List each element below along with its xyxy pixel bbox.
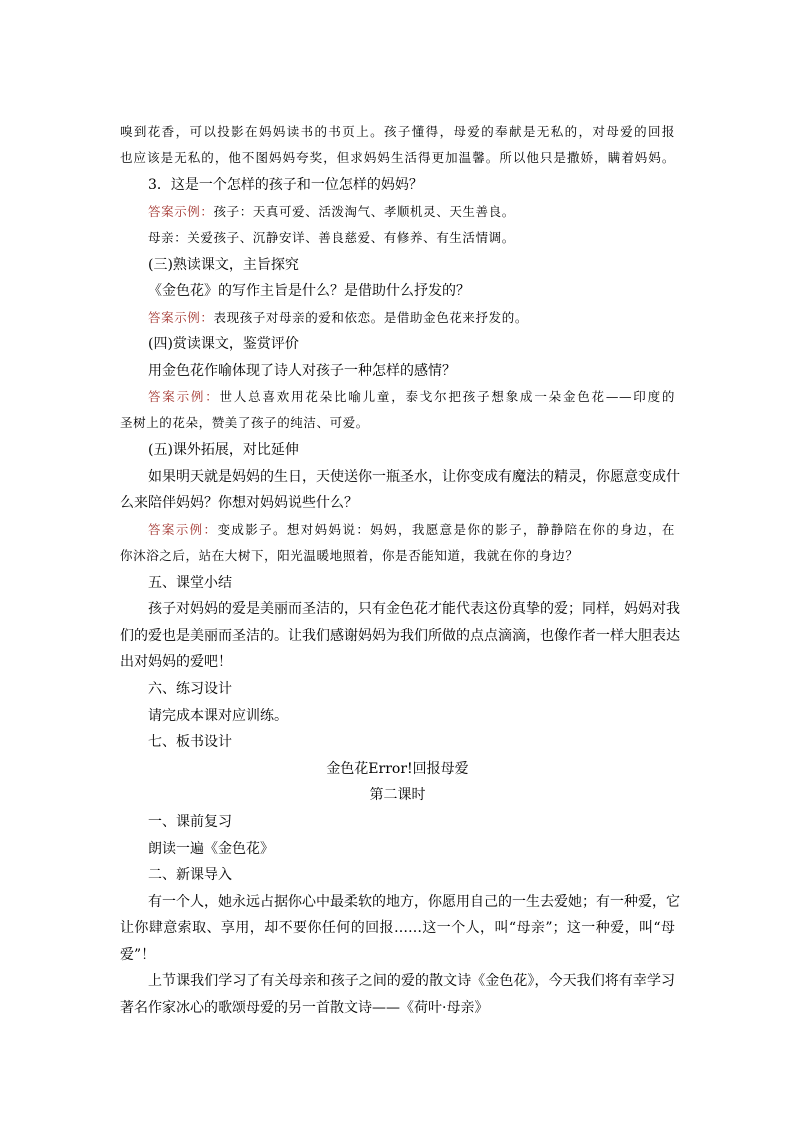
paragraph-line: 著名作家冰心的歌颂母爱的另一首散文诗——《荷叶·母亲》 (120, 1000, 489, 1016)
answer-line (148, 308, 703, 328)
section-heading: 六、练习设计 (148, 681, 232, 697)
answer-label: 答案示例： (148, 204, 214, 219)
answer-text: 世人总喜欢用花朵比喻儿童，泰戈尔把孩子想象成一朵金色花——印度的 (219, 389, 675, 404)
paragraph-line: 有一个人，她永远占据你心中最柔软的地方，你愿用自己的一生去爱她；有一种爱，它 (148, 894, 680, 910)
section-heading: (三)熟读课文，主旨探究 (148, 257, 299, 273)
section-heading: 五、课堂小结 (148, 575, 232, 591)
paragraph-line: 请完成本课对应训练。 (148, 708, 288, 724)
paragraph-line: 上节课我们学习了有关母亲和孩子之间的爱的散文诗《金色花》，今天我们将有幸学习 (148, 973, 675, 989)
section-heading: 二、新课导入 (148, 867, 232, 883)
answer-text: 你沐浴之后，站在大树下，阳光温暖地照着，你是否能知道，我就在你的身边？ (120, 548, 579, 563)
lesson-title: 第二课时 (369, 787, 426, 803)
board-design-title: 金色花Error!回报母爱 (326, 761, 469, 777)
answer-text: 变成影子。想对妈妈说：妈妈，我愿意是你的影子，静静陪在你的身边，在 (217, 522, 675, 537)
section-heading: (四)赏读课文，鉴赏评价 (148, 336, 299, 352)
answer-line (148, 520, 675, 540)
answer-text: 孩子：天真可爱、活泼淘气、孝顺机灵、天生善良。 (213, 204, 515, 219)
answer-text: 圣树上的花朵，赞美了孩子的纯洁、可爱。 (120, 415, 369, 430)
paragraph-line: 让你肆意索取、享用，却不要你任何的回报……这一个人，叫“母亲”；这一种爱，叫“母 (120, 920, 675, 936)
section-heading: 一、课前复习 (148, 814, 232, 830)
question: 如果明天就是妈妈的生日，天使送你一瓶圣水，让你变成有魔法的精灵，你愿意变成什 (148, 469, 680, 485)
answer-text: 表现孩子对母亲的爱和依恋。是借助金色花来抒发的。 (213, 310, 528, 325)
answer-label: 答案示例： (148, 389, 220, 404)
question: 么来陪伴妈妈？你想对妈妈说些什么？ (120, 495, 358, 511)
paragraph-line: 朗读一遍《金色花》 (148, 841, 274, 857)
answer-line (148, 387, 675, 407)
question: 用金色花作喻体现了诗人对孩子一种怎样的感情？ (148, 363, 456, 379)
answer-label: 答案示例： (148, 522, 218, 537)
question: 3．这是一个怎样的孩子和一位怎样的妈妈？ (148, 177, 423, 193)
paragraph-line: 孩子对妈妈的爱是美丽而圣洁的，只有金色花才能代表这份真挚的爱；同样，妈妈对我 (148, 601, 680, 617)
paragraph-line: 们的爱也是美丽而圣洁的。让我们感谢妈妈为我们所做的点点滴滴，也像作者一样大胆表达 (120, 628, 680, 644)
paragraph-line: 爱”！ (120, 947, 156, 963)
text-line: 也应该是无私的，他不图妈妈夸奖，但求妈妈生活得更加温馨。所以他只是撒娇，瞒着妈妈。 (120, 150, 675, 165)
text-line: 母亲：关爱孩子、沉静安详、善良慈爱、有修养、有生活情调。 (148, 230, 515, 245)
section-heading: (五)课外拓展，对比延伸 (148, 442, 299, 458)
question: 《金色花》的写作主旨是什么？是借助什么抒发的？ (148, 283, 470, 299)
answer-line (148, 202, 703, 222)
text-line: 嗅到花香，可以投影在妈妈读书的书页上。孩子懂得，母爱的奉献是无私的，对母爱的回报 (120, 124, 675, 139)
answer-label: 答案示例： (148, 310, 214, 325)
section-heading: 七、板书设计 (148, 734, 232, 750)
paragraph-line: 出对妈妈的爱吧！ (120, 654, 232, 670)
